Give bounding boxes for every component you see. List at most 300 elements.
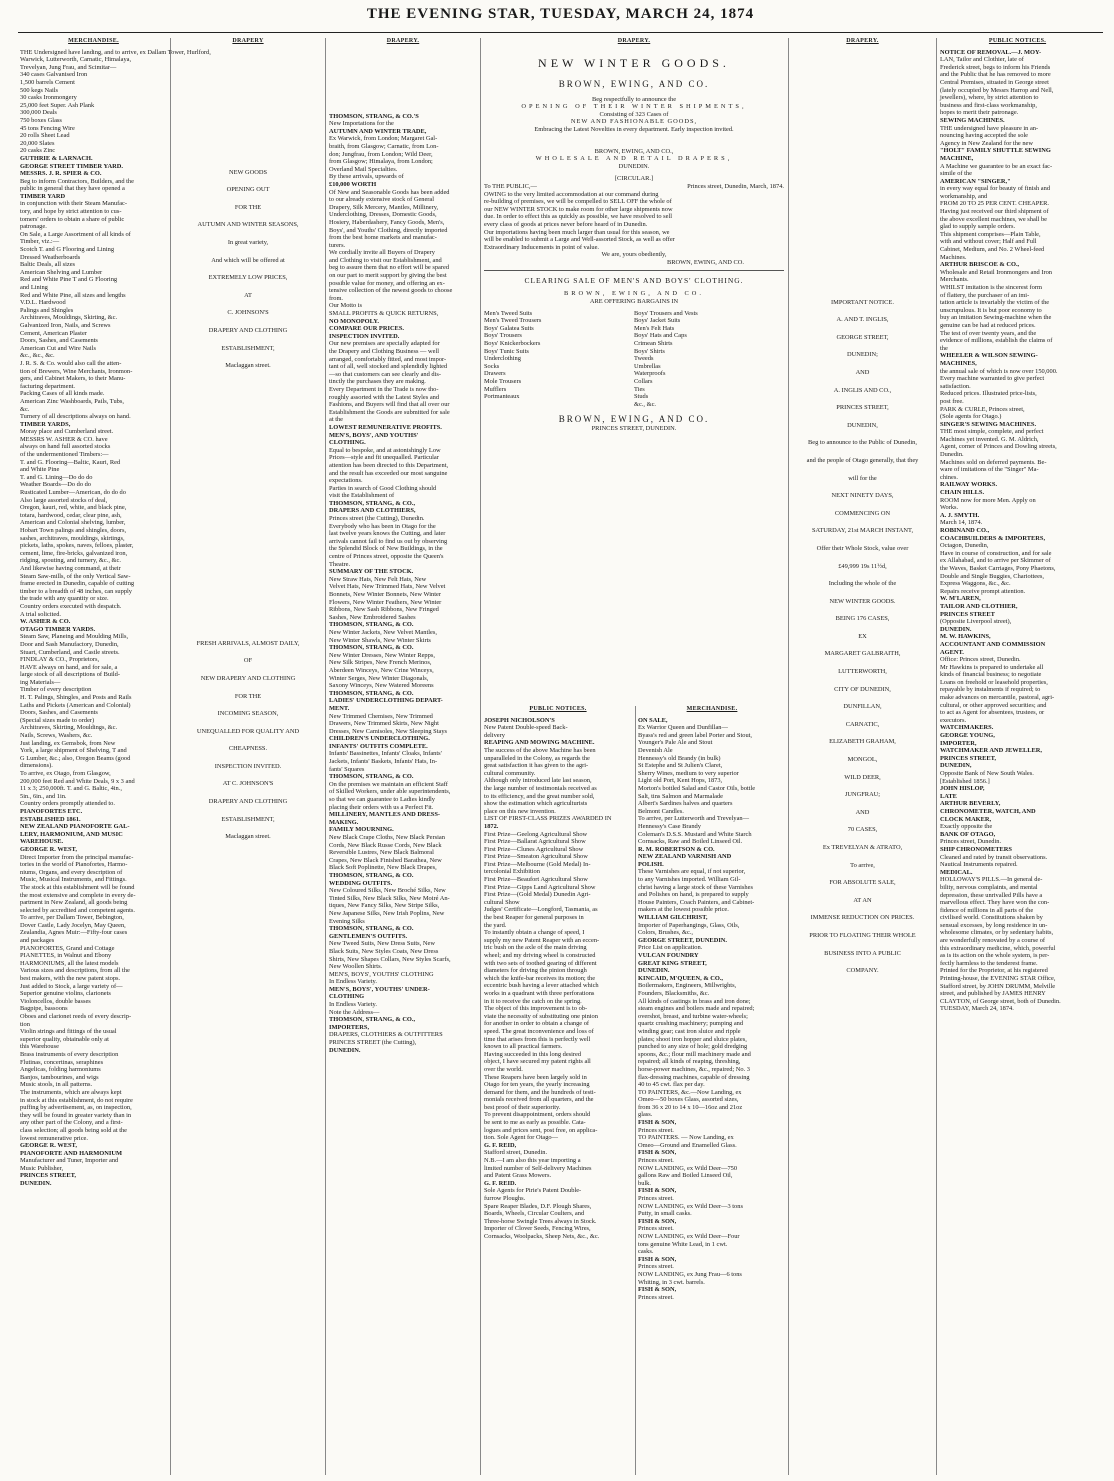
text-line: AUTUMN AND WINTER TRADE, [329, 127, 427, 135]
text-line: lowest remunerative price. [20, 1134, 88, 1142]
text-line: Ex TREVELYAN & ATRATO, [822, 844, 903, 851]
text-line: Oregon, kauri, red, white, and black pine, [20, 504, 127, 512]
text-line: The test of over twenty years, and the [940, 329, 1037, 337]
text-line: ARTHUR BEVERLY, [940, 800, 1001, 808]
text-line: Colors, Brushes, &c., [638, 929, 694, 937]
text-line: Red and White Pine T and G Flooring [20, 276, 118, 284]
text-line: GUTHRIE & LARNACH. [20, 154, 93, 162]
text-line: THE undersigned have pleasure in an- [940, 124, 1039, 132]
text-line: Cabinet, Medium, and No. 2 Wheel-feed [940, 246, 1045, 254]
text-line: Byass's red and green label Porter and Stout, [638, 731, 753, 739]
text-line: GEORGE STREET TIMBER YARD. [20, 162, 123, 170]
text-line: New Importations for the [329, 120, 394, 128]
text-line: THOMSON, STRANG, & CO. [329, 925, 414, 933]
text-line: tons genuine White Lead, in 1 cwt. [638, 1240, 728, 1248]
text-line: overshot, breast, and turbine water-wheels; [638, 1012, 748, 1020]
text-line: this Warehouse [20, 1043, 59, 1051]
text-line: attention has been directed to this Department, [329, 461, 449, 469]
text-line: sensual excesses, by long residence in un- [940, 921, 1048, 929]
text-line: class selection; all goods being sold at the [20, 1126, 128, 1134]
text-line: Price List on application. [638, 944, 703, 952]
text-line: COACHBUILDERS & IMPORTERS, [940, 534, 1046, 542]
text-line: last twelve years knows the Cutting, and later [329, 530, 446, 538]
text-line: the most extensive and complete in every de- [20, 891, 136, 899]
text-line: HAVE always on hand, and for sale, a [20, 663, 118, 671]
inglis-ad [792, 299, 933, 975]
text-line: Boilermakers, Engineers, Millwrights, [638, 982, 737, 990]
text-line: 25,000 feet Super. Ash Plank [20, 101, 95, 109]
clearing-sale-heading: CLEARING SALE OF MEN'S AND BOYS' CLOTHING. [524, 276, 744, 286]
text-line: CHRONOMETER, WATCH, AND [940, 807, 1036, 815]
text-line: SUMMARY OF THE STOCK. [329, 568, 414, 576]
text-line: as is its action on the whole system, is per- [940, 952, 1050, 960]
text-line: J. R. S. & Co. would also call the atten- [20, 359, 122, 367]
text-line: Extraordinary Inducements in point of value. [484, 243, 599, 251]
text-line: INSPECTION INVITED. [214, 762, 282, 770]
text-line: Dover Castle, Lady Jocelyn, May Queen, [20, 921, 126, 929]
text-line: ESTABLISHMENT, [221, 344, 275, 352]
text-line: show the estimation which agriculturists [484, 800, 588, 808]
text-line: our NEW WINTER STOCK to make room for other large shipments now [484, 205, 673, 213]
text-line: sashes, architraves, mouldings, skirtings, [20, 534, 125, 542]
text-line: MAKING. [329, 818, 359, 826]
text-line: 20 rolls Sheet Lead [20, 132, 70, 140]
text-line: THE most simple, complete, and perfect [940, 428, 1044, 436]
text-line: Steam Saw-mills, of the only Vertical Saw- [20, 572, 131, 580]
text-line: TIMBER YARD [20, 192, 66, 200]
text-line: and Lining [20, 284, 48, 291]
text-line: Men's Felt Hats [634, 324, 675, 332]
johnson-ad-fresh-arrivals [174, 640, 322, 841]
text-line: MEN'S, BOYS', YOUTHS' UNDER- [329, 985, 430, 993]
text-line: IMMENSE REDUCTION ON PRICES. [810, 914, 915, 922]
text-line: Overland Mail Specialties. [329, 165, 398, 173]
text-line: DRAPERY AND CLOTHING [208, 798, 288, 806]
section-head: DRAPERY. [846, 38, 879, 44]
text-line: and the result has exceeded our most sanguine [329, 469, 448, 477]
text-line: civilised world. Constitutions shaken by [940, 914, 1043, 922]
text-line: don; Jungfrau, from London; Wild Deer, [329, 150, 433, 158]
section-head: PUBLIC NOTICES. [988, 38, 1047, 44]
text-line: partment in New Zealand, all goods being [20, 899, 128, 907]
text-line: Country orders promptly attended to. [20, 800, 115, 808]
text-line: of the undermentioned Timbers:— [20, 451, 109, 459]
text-line: C. JOHNSON'S [227, 309, 269, 317]
text-line: 70 CASES, [847, 826, 878, 834]
text-line: eccentric bush having a lever attached which [484, 982, 599, 990]
text-line: over the world. [484, 1065, 523, 1073]
text-line: Drapery, Silk Mercery, Mantles, Millinery, [329, 203, 439, 211]
text-line: makers at the lowest possible price. [638, 906, 729, 914]
section-head: DRAPERY. [386, 38, 420, 44]
text-line: Cement, American Plaster [20, 329, 87, 337]
text-line: Our importations having been much larger than usual for this season, we [484, 228, 670, 236]
column-rule [936, 38, 937, 1475]
text-line: First Prize—Clunes Agricultural Show [484, 845, 584, 853]
text-line: We cordially invite all Buyers of Drapery [329, 249, 435, 257]
text-line: tant of all, well stocked and splendidly lighted [329, 363, 448, 371]
text-line: And likewise having command, at their [20, 564, 121, 572]
text-line: great satisfaction it has given to the agri- [484, 762, 589, 770]
merchandise-ads [638, 717, 786, 1302]
text-line: IMPORTERS, [329, 1023, 370, 1031]
text-line: genuine can be had at reduced prices. [940, 321, 1036, 329]
intro-line: Consisting of 323 Cases of [599, 110, 669, 118]
text-line: Hosiery, Haberdashery, Fancy Goods, Men's, [329, 218, 445, 226]
text-line: Warwick, Lutterworth, Carnatic, Himalaya, [20, 56, 132, 64]
text-line: Country orders executed with despatch. [20, 602, 122, 610]
text-line: Three-horse Swingle Trees always in Stock. [484, 1217, 597, 1225]
text-line: Ties [634, 385, 645, 393]
text-line: New Trimmed Chemises, New Trimmed [329, 712, 433, 720]
text-line: DRAPERS AND CLOTHIERS, [329, 507, 416, 515]
text-line: timber to a breadth of 48 inches, can supply [20, 587, 132, 595]
text-line: large stock of all descriptions of Build- [20, 671, 120, 679]
text-line: the annual sale of which is now over 150,000. [940, 367, 1058, 375]
text-line: Agent, corner of Princes and Dowling streets, [940, 443, 1057, 451]
text-line: CLAYTON, of George street, both of Dunedin. [940, 997, 1061, 1005]
text-line: works in a quadrant with three perforations [484, 989, 595, 997]
text-line: WATCHMAKER AND JEWELLER, [940, 747, 1042, 755]
text-line: object, I have secured my patent rights all [484, 1058, 591, 1066]
text-line: tensive collection of the newest goods to choose [329, 287, 453, 295]
text-line: Superior genuine violins, clarionets [20, 990, 111, 998]
circular-body [484, 191, 784, 252]
text-line: tory, and hope by strict attention to cus- [20, 208, 122, 216]
text-line: The stock at this establishment will be found [20, 883, 135, 891]
to-public: To THE PUBLIC,— [484, 182, 537, 190]
text-line: WHEELER & WILSON SEWING- [940, 352, 1038, 360]
text-line: To arrive, per Dallam Tower, Bebington, [20, 914, 124, 922]
text-line: for another in order to obtain a change of [484, 1020, 590, 1028]
text-line: SMALL PROFITS & QUICK RETURNS, [329, 310, 439, 318]
text-line: Salt, tins Salmon and Marmalade [638, 792, 724, 800]
text-line: POLISH. [638, 860, 664, 868]
masthead-title: THE EVENING STAR, TUESDAY, MARCH 24, 1874 [366, 6, 755, 22]
text-line: EXTREMELY LOW PRICES, [208, 274, 288, 282]
text-line: SHIP CHRONOMETERS [940, 845, 1012, 853]
text-line: DUNEDIN; [847, 351, 878, 359]
text-line: V.D.L. Hardwood [20, 299, 66, 307]
text-line: fidence of millions in all parts of the [940, 906, 1034, 914]
text-line: business and first-class workmanship, [940, 101, 1037, 109]
text-line: First Prize—Ballarat Agricultural Show [484, 838, 586, 846]
text-line: THOMSON, STRANG, & CO.'S [329, 112, 419, 120]
text-line: Albert's Sardines halves and quarters [638, 800, 733, 808]
text-line: By these arrivals, upwards of [329, 173, 404, 181]
section-head: PUBLIC NOTICES. [529, 706, 587, 712]
text-line: LERY, HARMONIUM, AND MUSIC [20, 830, 123, 838]
text-line: FAMILY MOURNING. [329, 826, 394, 834]
text-line: First Prize—Beaufort Agricultural Show [484, 876, 588, 884]
signature: WHOLESALE AND RETAIL DRAPERS, [535, 155, 733, 163]
text-line: New Japanese Silks, New Irish Poplins, New [329, 909, 445, 917]
text-line: COMMENCING ON [834, 509, 891, 517]
text-line: Ex Warrior Queen and Dunfillan— [638, 724, 728, 732]
text-line: Baltic Deals, all sizes [20, 261, 76, 269]
text-line: GREAT KING STREET, [638, 959, 707, 967]
text-line: be sent to me as early as possible. Cata- [484, 1119, 586, 1127]
text-line: ROOM now for more Men. Apply on [940, 496, 1036, 504]
text-line: 1872. [484, 822, 499, 830]
text-line: THOMSON, STRANG, & CO. [329, 644, 414, 652]
text-line: beg to assure them that no effort will be spared [329, 264, 450, 272]
text-line: All kinds of castings in brass and iron done; [638, 997, 751, 1005]
text-line: Black Suits, New Styles Coats, New Dress [329, 947, 439, 955]
text-line: Princes street. [638, 1263, 674, 1271]
text-line: Beg to inform Contractors, Builders, and the [20, 177, 134, 185]
text-line: VULCAN FOUNDRY [638, 952, 699, 959]
text-line: Princes street. [638, 1157, 674, 1165]
text-line: THOMSON, STRANG, & CO., [329, 499, 416, 507]
text-line: to its efficiency, and the great number sold, [484, 792, 595, 800]
text-line: satisfaction. [940, 382, 971, 390]
text-line: from. [329, 294, 344, 302]
text-line: from the best home markets and manufac- [329, 234, 437, 242]
column-rule [325, 38, 326, 1475]
text-line: HOLLOWAY'S PILLS.—In general de- [940, 876, 1043, 884]
text-line: roughly assorted with the Latest Styles and [329, 393, 440, 401]
text-line: AGENT. [940, 648, 964, 656]
text-line: The success of the above Machine has been [484, 746, 596, 754]
text-line: Cleaned and rated by transit observations. [940, 853, 1048, 861]
text-line: Machines. [940, 253, 967, 261]
text-line: CITY OF DUNEDIN, [834, 685, 891, 693]
text-line: CHILDREN'S UNDERCLOTHING. [329, 735, 430, 743]
text-line: frame erected in Dunedin, capable of cutting [20, 580, 135, 588]
text-line: INCOMING SEASON, [217, 710, 279, 718]
text-line: Packing Cases of all kinds made. [20, 390, 105, 398]
text-line: GENTLEMEN'S OUTFITS. [329, 932, 408, 940]
text-line: and Polishes on hand, is prepared to supply [638, 891, 749, 899]
text-line: any other part of the Colony, and a first- [20, 1119, 123, 1127]
text-line: depression, these unrivalled Pills have a [940, 891, 1043, 899]
text-line: Although only introduced late last season, [484, 777, 592, 785]
text-line: Octagon, Dunedin, [940, 542, 989, 550]
text-line: 750 boxes Glass [20, 116, 62, 124]
text-line: due. In order to effect this as quickly as possible, we have resolved to sell [484, 213, 672, 221]
text-line: INFANTS' OUTFITS COMPLETE. [329, 742, 428, 750]
text-line: Coleman's D.S.S. Mustard and White Starch [638, 830, 752, 838]
text-line: FISH & SON, [638, 1149, 677, 1157]
text-line: speed. The great inconvenience and loss of [484, 1027, 594, 1035]
text-line: Mole Trousers [484, 378, 522, 385]
text-line: repayable by instalments if required; to [940, 686, 1041, 694]
circular-label: [CIRCULAR.] [614, 175, 654, 183]
text-line: to act as Agent for absentees, trustees, or [940, 709, 1045, 717]
text-line: LAN, Tailor and Clothier, late of [940, 56, 1024, 64]
text-line: Various sizes and descriptions, from all the [20, 967, 130, 975]
text-line: Underclothing [484, 355, 521, 363]
text-line: Crapes, New Black Finished Barathea, New [329, 856, 442, 864]
text-line: FOR THE [234, 203, 262, 211]
text-line: of Skilled Workers, under able superintendents, [329, 788, 451, 796]
text-line: In great variety, [227, 238, 269, 246]
text-line: Devenish Ale [638, 746, 673, 754]
text-line: spoons, &c.; flour mill machinery made and [638, 1050, 751, 1058]
circular-date: Princes street, Dunedin, March, 1874. [687, 182, 784, 190]
text-line: Establishment the Goods are submitted for sale [329, 408, 450, 416]
text-line: New Silk Stripes, New French Merinos, [329, 659, 432, 667]
text-line: Tweeds [634, 355, 654, 363]
text-line: GEORGE STREET, [836, 333, 889, 341]
text-line: tation article is invariably the victim of the [940, 299, 1050, 307]
text-line: THOMSON, STRANG, & CO. [329, 871, 414, 879]
text-line: fectly harmless to the tenderest frame. [940, 959, 1038, 967]
text-line: gallons Raw and Boiled Linseed Oil, [638, 1172, 733, 1180]
text-line: American and Colonial shelving, lumber, [20, 519, 126, 527]
text-line: PRINCES STREET (the Cutting), [329, 1039, 417, 1047]
text-line: MESSRS. J. R. SPIER & CO. [20, 170, 102, 178]
text-line: wheel; and my driving wheel is constructed [484, 952, 596, 959]
text-line: Boys' Hats and Caps [634, 332, 687, 340]
text-line: JUNGFRAU; [844, 791, 881, 799]
text-line: 300,000 Deals [20, 109, 57, 117]
text-line: Nautical Instruments repaired. [940, 861, 1018, 869]
text-line: NOTICE OF REMOVAL.—J. MOY- [940, 48, 1042, 56]
text-line: Music stools, in all patterns. [20, 1081, 93, 1089]
text-line: Equal to bespoke, and at astonishingly Low [329, 446, 441, 454]
text-line: MEN'S, BOYS', AND YOUTHS' [329, 431, 419, 439]
text-line: FISH & SON, [638, 1286, 677, 1294]
text-line: Angelicas, folding harmoniums [20, 1066, 101, 1074]
text-line: BANK OF OTAGO, [940, 830, 996, 838]
text-line: tion [20, 1020, 30, 1028]
intro-line: OPENING OF THEIR WINTER SHIPMENTS, [521, 103, 747, 111]
text-line: First Prize—(Gold Medal) Dunedin Agri- [484, 891, 591, 899]
text-line: Hennessy's old Brandy (in bulk) [638, 754, 721, 762]
text-line: PRINCES STREET, [940, 754, 996, 762]
text-line: casks. [638, 1248, 654, 1256]
text-line: NO MONOPOLY. [329, 317, 379, 325]
text-line: AT [244, 291, 252, 299]
text-line: Underclothing, Dresses, Domestic Goods, [329, 211, 437, 219]
text-line: A Machine we guarantee to be an exact fac- [940, 162, 1053, 170]
text-line: to our already extensive stock of General [329, 196, 435, 204]
text-line: cultural Show [484, 898, 520, 906]
text-line: 340 cases Galvanised Iron [20, 71, 88, 79]
text-line: Flutinas, concertinas, seraphines [20, 1058, 104, 1066]
text-line: WAREHOUSE. [20, 838, 64, 846]
text-line: Waterproofs [634, 370, 666, 378]
text-line: House Painters, Coach Painters, and Cabinet- [638, 898, 755, 906]
text-line: Agency in New Zealand for the new [940, 139, 1033, 147]
column-drapery-thomson [329, 38, 477, 1475]
clearing-list-right [634, 310, 784, 409]
text-line: THOMSON, STRANG, & CO. [329, 689, 414, 697]
text-line: G. F. REID, [484, 1141, 517, 1149]
text-line: And which will be offered at [211, 256, 285, 264]
text-line: unscrupulous. It is but poor economy to [940, 306, 1042, 314]
text-line: PIANOFORTE AND HARMONIUM [20, 1149, 123, 1157]
text-line: Maclaggan street. [225, 362, 271, 370]
text-line: 500 kegs Nails [20, 86, 58, 94]
text-line: INSPECTION INVITED. [329, 332, 400, 340]
text-line: Loans on freehold or leasehold properties, [940, 678, 1048, 686]
text-line: Crimean Shirts [634, 340, 673, 348]
text-line: Ribbons, New Sash Ribbons, New Fringed [329, 606, 439, 614]
text-line: American Zinc Washboards, Pails, Tubs, [20, 397, 124, 405]
text-line: nouncing having accepted the sole [940, 132, 1029, 140]
column-text [20, 48, 211, 1188]
text-line: Central Premises, situated in George street [940, 78, 1049, 86]
text-line: Manufacturer and Tuner, Importer and [20, 1157, 119, 1165]
text-line: Tinted Silks, New Black Silks, New Moiré An- [329, 894, 450, 902]
text-line: Hennessy's Case Brandy [638, 822, 701, 830]
text-line: EX [858, 632, 867, 640]
text-line: Exactly opposite the [940, 823, 993, 831]
text-line: Jackets, Infants' Baskets, Infants' Hats, In- [329, 758, 438, 766]
text-line: Repairs receive prompt attention. [940, 587, 1026, 595]
section-head: MERCHANDISE. [686, 706, 738, 712]
text-line: the [940, 344, 948, 352]
text-line: HARMONIUMS, all the latest models [20, 959, 119, 967]
text-line: plates; shoot iron hopper and sluice plates, [638, 1035, 747, 1043]
text-line: NEW ZEALAND VARNISH AND [638, 853, 732, 861]
text-line: Socks [484, 362, 500, 370]
text-line: from Glasgow; Himalaya, from London; [329, 158, 433, 166]
text-line: COMPANY. [846, 967, 879, 975]
text-line: 20,000 Slates [20, 139, 55, 147]
text-line: Boys' Galatea Suits [484, 324, 534, 332]
text-line: Sashes, New Embroidered Sashes [329, 613, 416, 621]
text-line: Palings and Shingles [20, 306, 74, 314]
text-line: always on hand full assorted stocks [20, 443, 111, 451]
text-line: tomers' orders to obtain a share of public [20, 215, 125, 223]
text-line: 45 tons Fencing Wire [20, 124, 75, 132]
text-line: Hobart Town palings and shingles, doors, [20, 527, 127, 534]
text-line: Having succeeded in this long desired [484, 1050, 582, 1058]
text-line: PARK & CURLE, Princes street, [940, 405, 1025, 413]
text-line: New Patent Double-speed Back- [484, 724, 568, 732]
text-line: tinctly the purchases they are making. [329, 378, 426, 386]
text-line: Princes street. [638, 1225, 674, 1233]
text-line: OPENING OUT [226, 186, 270, 194]
text-line: which the knife-bar receives its motion; the [484, 974, 596, 982]
text-line: Just landing, ex Gemsbok, from New [20, 739, 116, 747]
text-line: DUNEDIN, [847, 421, 878, 429]
closing: We are, yours obediently, [601, 251, 667, 259]
text-line: horse-power machines, &c., repaired; No. 3 [638, 1065, 750, 1073]
text-line: cultural community. [484, 769, 536, 777]
text-line: Also large assorted stocks of deal, [20, 496, 108, 504]
text-line: Aberdeen Winceys, New Crine Winceys, [329, 666, 434, 674]
text-line: PRINCES STREET [940, 610, 995, 618]
text-line: PIANOFORTES ETC. [20, 807, 83, 815]
text-line: Princes street. [638, 1195, 674, 1202]
text-line: £10,000 WORTH [329, 180, 377, 188]
text-line: DRAPERS, CLOTHIERS & OUTFITTERS [329, 1031, 443, 1039]
text-line: tion of Brewers, Wine Merchants, Ironmon- [20, 367, 133, 375]
text-line: DUNFILLAN, [843, 703, 882, 711]
text-line: braith, from Glasgow; Carnatic, from Lon- [329, 142, 439, 150]
text-line: Galvanized Iron, Nails, and Screws [20, 321, 111, 329]
text-line: flax-dressing machines, capable of dressing [638, 1073, 750, 1081]
text-line: executors. [940, 716, 967, 724]
text-line: turers. [329, 241, 346, 249]
text-line: Evening Silks [329, 917, 365, 925]
text-line: Note the Address— [329, 1008, 380, 1016]
text-line: £49,999 19s 11½d, [838, 562, 887, 570]
text-line: marvellous effect. They have won the con- [940, 899, 1050, 907]
text-line: Otago for ten years, the yearly increasing [484, 1081, 590, 1089]
address: PRINCES STREET, DUNEDIN. [591, 425, 677, 433]
text-line: MARGARET GALBRAITH, [824, 650, 901, 658]
text-line: with and without cover; Half and Full [940, 238, 1037, 246]
text-line: FISH & SON, [638, 1119, 677, 1127]
text-line: AUTUMN AND WINTER SEASONS, [197, 221, 299, 229]
text-line: Spare Reaper Blades, D.F. Plough Shares, [484, 1202, 592, 1210]
